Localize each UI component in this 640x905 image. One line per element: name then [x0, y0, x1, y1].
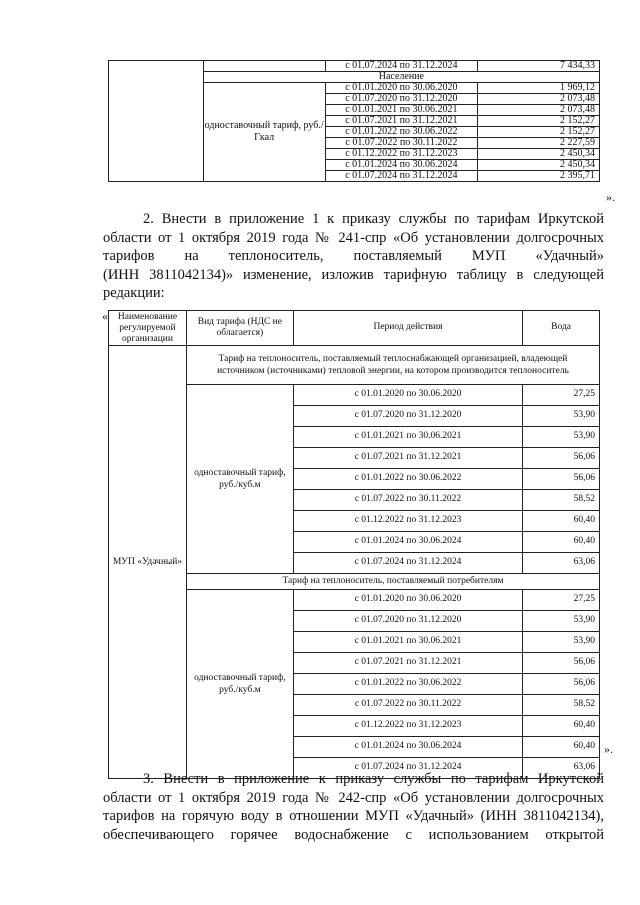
period-cell: с 01.07.2022 по 30.11.2022	[293, 695, 522, 716]
header-period: Период действия	[293, 311, 522, 346]
value-cell: 27,25	[523, 590, 600, 611]
period-cell: с 01.07.2021 по 31.12.2021	[293, 653, 522, 674]
tariff-table-heat-carrier	[108, 310, 600, 779]
tariff-type-label: одноставочный тариф, руб./Гкал	[203, 83, 325, 182]
header-org: Наименование регулируемой организации	[109, 311, 187, 346]
value-cell: 7 434,33	[478, 61, 600, 72]
paragraph-line: редакции:	[103, 285, 165, 301]
section-title: Тариф на теплоноситель, поставляемый потребителям	[186, 574, 599, 590]
value-cell: 63,06	[523, 553, 600, 574]
tariff-type-cell-blank	[203, 61, 325, 72]
value-cell: 56,06	[523, 469, 600, 490]
value-cell: 53,90	[523, 632, 600, 653]
value-cell: 2 450,34	[478, 149, 600, 160]
value-cell: 2 073,48	[478, 94, 600, 105]
period-cell: с 01.01.2021 по 30.06.2021	[293, 632, 522, 653]
header-tariff-type: Вид тарифа (НДС не облагается)	[186, 311, 293, 346]
value-cell: 53,90	[523, 406, 600, 427]
paragraph-line: обеспечивающего горячее водоснабжение с использованием открытой	[103, 826, 604, 843]
paragraph-line: тарифов на теплоноситель, поставляемый МУП «Удачный»	[103, 248, 604, 264]
period-cell: с 01.01.2021 по 30.06.2021	[293, 427, 522, 448]
section-label: Население	[203, 72, 599, 83]
value-cell: 2 152,27	[478, 116, 600, 127]
tariff-type-label: одноставочный тариф, руб./куб.м	[186, 590, 293, 779]
tariff-type-label: одноставочный тариф, руб./куб.м	[186, 385, 293, 574]
close-quote: ».	[604, 742, 613, 756]
period-cell: с 01.07.2021 по 31.12.2021	[293, 448, 522, 469]
period-cell: с 01.01.2021 по 30.06.2021	[325, 105, 478, 116]
period-cell: с 01.01.2020 по 30.06.2020	[293, 385, 522, 406]
value-cell: 2 450,34	[478, 160, 600, 171]
paragraph-line: тарифов на горячую воду в отношении МУП «Удачный» (ИНН 3811042134),	[103, 808, 604, 824]
period-cell: с 01.01.2022 по 30.06.2022	[293, 674, 522, 695]
table-row	[109, 61, 600, 72]
paragraph-line: области от 1 октября 2019 года № 241-спр «Об установлении долгосрочных	[103, 229, 604, 246]
value-cell: 2 152,27	[478, 127, 600, 138]
value-cell: 2 395,71	[478, 171, 600, 182]
period-cell: с 01.12.2022 по 31.12.2023	[293, 511, 522, 532]
period-cell: с 01.07.2024 по 31.12.2024	[293, 553, 522, 574]
paragraph-line: (ИНН 3811042134)» изменение, изложив тарифную таблицу в следующей	[103, 266, 604, 283]
value-cell: 60,40	[523, 532, 600, 553]
period-cell: с 01.01.2020 по 30.06.2020	[293, 590, 522, 611]
org-cell-blank	[109, 61, 204, 182]
paragraph-2	[103, 210, 604, 303]
value-cell: 58,52	[523, 490, 600, 511]
period-cell: с 01.12.2022 по 31.12.2023	[325, 149, 478, 160]
value-cell: 1 969,12	[478, 83, 600, 94]
period-cell: с 01.07.2020 по 31.12.2020	[325, 94, 478, 105]
value-cell: 27,25	[523, 385, 600, 406]
period-cell: с 01.12.2022 по 31.12.2023	[293, 716, 522, 737]
period-cell: с 01.01.2022 по 30.06.2022	[293, 469, 522, 490]
value-cell: 53,90	[523, 427, 600, 448]
section-title: Тариф на теплоноситель, поставляемый теплоснабжающей организацией, владеющей источником (источниками) тепловой энергии, на котором производится теплоноситель	[186, 346, 599, 385]
value-cell: 56,06	[523, 448, 600, 469]
period-cell: с 01.07.2024 по 31.12.2024	[293, 758, 522, 779]
value-cell: 56,06	[523, 674, 600, 695]
value-cell: 58,52	[523, 695, 600, 716]
period-cell: с 01.01.2024 по 30.06.2024	[293, 737, 522, 758]
period-cell: с 01.07.2024 по 31.12.2024	[325, 61, 478, 72]
period-cell: с 01.01.2024 по 30.06.2024	[325, 160, 478, 171]
period-cell: с 01.01.2022 по 30.06.2022	[325, 127, 478, 138]
value-cell: 60,40	[523, 511, 600, 532]
value-cell: 2 227,59	[478, 138, 600, 149]
value-cell: 2 073,48	[478, 105, 600, 116]
value-cell: 56,06	[523, 653, 600, 674]
paragraph-3	[103, 770, 604, 844]
paragraph-line: 2. Внести в приложение 1 к приказу службы по тарифам Иркутской	[143, 211, 604, 227]
org-name: МУП «Удачный»	[109, 346, 187, 779]
period-cell: с 01.01.2020 по 30.06.2020	[325, 83, 478, 94]
value-cell: 63,06	[523, 758, 600, 779]
period-cell: с 01.07.2021 по 31.12.2021	[325, 116, 478, 127]
paragraph-line: 3. Внести в приложение к приказу службы по тарифам Иркутской	[143, 771, 604, 787]
value-cell: 53,90	[523, 611, 600, 632]
period-cell: с 01.01.2024 по 30.06.2024	[293, 532, 522, 553]
table-header-row	[109, 311, 600, 346]
section-row	[109, 346, 600, 385]
period-cell: с 01.07.2022 по 30.11.2022	[325, 138, 478, 149]
open-quote: «	[102, 309, 108, 323]
period-cell: с 01.07.2020 по 31.12.2020	[293, 406, 522, 427]
period-cell: с 01.07.2020 по 31.12.2020	[293, 611, 522, 632]
period-cell: с 01.07.2024 по 31.12.2024	[325, 171, 478, 182]
value-cell: 60,40	[523, 737, 600, 758]
close-quote: ».	[606, 190, 615, 204]
paragraph-line: области от 1 октября 2019 года № 242-спр «Об установлении долгосрочных	[103, 789, 604, 806]
value-cell: 60,40	[523, 716, 600, 737]
period-cell: с 01.07.2022 по 30.11.2022	[293, 490, 522, 511]
header-water: Вода	[523, 311, 600, 346]
tariff-table-population	[108, 60, 600, 182]
